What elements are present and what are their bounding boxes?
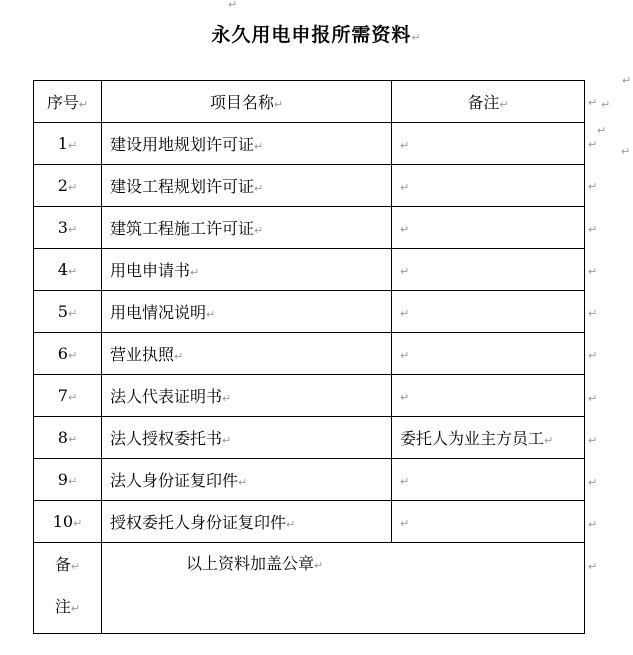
- row-item: 用电情况说明↵: [102, 291, 392, 333]
- row-item: 授权委托人身份证复印件↵: [102, 501, 392, 543]
- paragraph-mark: ↵: [622, 74, 632, 87]
- row-no: 10↵: [34, 501, 102, 543]
- table-row: [34, 333, 585, 375]
- table-row: [34, 501, 585, 543]
- materials-table: [33, 80, 585, 634]
- row-end-mark: ↵: [588, 138, 598, 151]
- row-note: 委托人为业主方员工↵: [392, 417, 585, 459]
- row-item: 建筑工程施工许可证↵: [102, 207, 392, 249]
- row-no: 6↵: [34, 333, 102, 375]
- row-no: 3↵: [34, 207, 102, 249]
- remarks-label: 备↵ 注↵: [34, 543, 102, 634]
- table-header-row: [34, 81, 585, 123]
- row-no: 9↵: [34, 459, 102, 501]
- paragraph-mark: ↵: [621, 145, 631, 158]
- header-note: 备注↵: [392, 81, 585, 123]
- table-row: [34, 165, 585, 207]
- row-item: 法人身份证复印件↵: [102, 459, 392, 501]
- paragraph-mark: ↵: [601, 98, 611, 111]
- row-end-mark: ↵: [588, 96, 598, 109]
- table-row: [34, 459, 585, 501]
- row-end-mark: ↵: [588, 560, 598, 573]
- table-row: [34, 417, 585, 459]
- table-row: [34, 249, 585, 291]
- row-end-mark: ↵: [588, 518, 598, 531]
- row-note: ↵: [392, 501, 585, 543]
- row-note: ↵: [392, 249, 585, 291]
- row-item: 用电申请书↵: [102, 249, 392, 291]
- row-note: ↵: [392, 375, 585, 417]
- row-note: ↵: [392, 165, 585, 207]
- row-note: ↵: [392, 459, 585, 501]
- table-row: [34, 123, 585, 165]
- document-title-text: 永久用电申报所需资料: [211, 24, 412, 46]
- row-end-mark: ↵: [588, 434, 598, 447]
- row-no: 4↵: [34, 249, 102, 291]
- remarks-text: 以上资料加盖公章↵: [102, 543, 585, 634]
- header-no: 序号↵: [34, 81, 102, 123]
- row-no: 5↵: [34, 291, 102, 333]
- table-row: [34, 207, 585, 249]
- row-note: ↵: [392, 291, 585, 333]
- remarks-row: [34, 543, 585, 634]
- row-item: 营业执照↵: [102, 333, 392, 375]
- row-note: ↵: [392, 207, 585, 249]
- row-item: 法人授权委托书↵: [102, 417, 392, 459]
- row-item: 建设工程规划许可证↵: [102, 165, 392, 207]
- row-end-mark: ↵: [588, 223, 598, 236]
- row-end-mark: ↵: [588, 349, 598, 362]
- row-end-mark: ↵: [588, 476, 598, 489]
- table-row: [34, 291, 585, 333]
- row-no: 8↵: [34, 417, 102, 459]
- row-note: ↵: [392, 123, 585, 165]
- paragraph-mark: ↵: [597, 124, 607, 137]
- row-no: 1↵: [34, 123, 102, 165]
- row-no: 2↵: [34, 165, 102, 207]
- header-item: 项目名称↵: [102, 81, 392, 123]
- document-title: [0, 20, 633, 47]
- row-no: 7↵: [34, 375, 102, 417]
- paragraph-mark: ↵: [228, 0, 238, 11]
- row-note: ↵: [392, 333, 585, 375]
- row-item: 法人代表证明书↵: [102, 375, 392, 417]
- row-item: 建设用地规划许可证↵: [102, 123, 392, 165]
- row-end-mark: ↵: [588, 307, 598, 320]
- row-end-mark: ↵: [588, 392, 598, 405]
- paragraph-mark: ↵: [411, 31, 422, 44]
- row-end-mark: ↵: [588, 265, 598, 278]
- table-row: [34, 375, 585, 417]
- row-end-mark: ↵: [588, 180, 598, 193]
